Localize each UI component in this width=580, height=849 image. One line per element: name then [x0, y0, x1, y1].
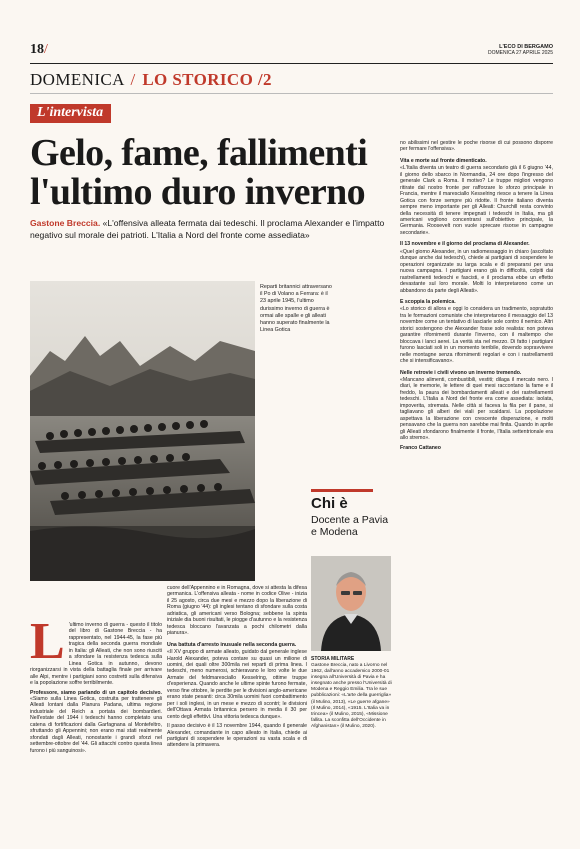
column-3-paragraph-4: «Mancano alimenti, combustibili, vestiti; dilaga il mercato nero. I diari, le memorie, le lettere di quei mesi raccontano la fame e il freddo, la paura dei bombardamenti alleati e dei rastrellamenti tedeschi. L'Italia a Nord del fronte era come assediata: isolata, impoverita, stremata. Nelle città si faceva la fila per il pane, si tagliavano gli alberi dei viali per scaldarsi. La popolazione aspettava la liberazione con crescente disperazione, e molti pensavano che la guerra non sarebbe mai finita. Quando in aprile gli Alleati sfondarono finalmente il fronte, l'Italia settentrionale era allo stremo».	[400, 376, 553, 442]
soldiers-crossing-river-photo	[30, 281, 255, 581]
kicker-label: L'intervista	[30, 104, 111, 123]
column-3-paragraph-0: no abilissimi nel gestire le poche risorse di cui possono disporre per fermare l'offensiva».	[400, 140, 553, 153]
headline-line-1: Gelo, fame, fallimenti	[30, 132, 368, 174]
headline	[30, 134, 390, 212]
bio-text: Gastone Breccia, nato a Livorno nel 1962, dall'anno accademico 2000-01 insegna all'Università di Pavia e ha insegnato anche presso l'Università di Modena e Reggio Emilia. Tra le sue pubblicazioni: «L'arte della guerriglia» (il Mulino, 2013), «Le guerre afgane» (Il Mulino, 2014), «1915. L'Italia va in trincea» (il Mulino, 2015), «Missione fallita. La sconfitta dell'Occidente in Afghanistan» (il Mulino, 2020).	[311, 663, 392, 729]
profile-description: Docente a Pavia e Modena	[311, 514, 389, 538]
question-paragraph: Professore, siamo parlando di un capitolo decisivo. «Siamo sulla Linea Gotica, costruita per trattenere gli Alleati lontani dalla Pianura Padana, ultima regione industriale del Reich a portata dei bombardieri. Nell'estate del 1944 i tedeschi hanno completato una catena di fortificazioni dalla Garfagnana al Montefeltro, sfruttando gli Appennini; non erano mai stati realmente sfondati dagli Alleati, nonostante i grandi sforzi nel settembre-ottobre del '44. Gli attacchi contro questa linea furono i più sanguinosi».	[30, 689, 162, 754]
bio-heading: STORIA MILITARE	[311, 656, 355, 662]
profile-box	[311, 489, 391, 538]
column-3-paragraph-3: «Lo storico di allora e oggi lo considera un tradimento, sopratutto tra le formazioni comuniste che interpretarono il messaggio del 13 novembre come un tentativo di lasciarle sole contro il nemico. Altri storici sostengono che Alexander fosse solo realista: non poteva garantire rifornimenti durante l'inverno, con il maltempo che bloccava i lanci aerei. La verità sta nel mezzo. Di fatto i partigiani furono lasciati soli in un momento terribile, dovendo sopravvivere nelle montagne senza rifornimenti regolari e con i rastrellamenti che si intensificavano».	[400, 306, 553, 365]
column-3-subhead-3: E scoppia la polemica.	[400, 298, 456, 305]
page-header	[30, 44, 553, 58]
man-portrait-photo	[311, 556, 391, 651]
main-photo	[30, 281, 255, 581]
header-rule	[30, 63, 553, 64]
deck	[30, 217, 385, 241]
intro-paragraph: L 'ultimo inverno di guerra - questo il titolo del libro di Gastone Breccia - ha rappresentato, nel 1944-45, la fase più tragica della seconda guerra mondiale in Italia: gli Alleati, che non sono riusciti a sfondare la resistenza tedesca sulla Linea Gotica in autunno, devono riorganizzarsi in vista della battaglia finale per arrivare alle Alpi, mentre i partigiani sono costretti sulla difensiva e la popolazione soffre terribilmente.	[30, 613, 162, 687]
column-2-subhead: Una battuta d'arresto inusuale nella seconda guerra.	[167, 641, 297, 648]
headline-line-2: l'ultimo duro inverno	[30, 171, 366, 213]
section-separator: /	[130, 70, 136, 89]
newspaper-name: L'ECO DI BERGAMO	[499, 44, 553, 50]
column-2-paragraph-3: Il passo decisivo è il 13 novembre 1944, quando il generale Alexander, comandante in capo alleato in Italia, chiede ai partigiani di sospendere le operazioni su vasta scala e di attendere la primavera.	[167, 723, 307, 749]
section-main: DOMENICA	[30, 70, 124, 89]
section-sub: LO STORICO /2	[142, 70, 272, 89]
section-rule	[30, 93, 553, 94]
column-3-subhead-4: Nelle retrovie i civili vivono un inverno tremendo.	[400, 369, 522, 376]
photo-caption: Reparti britannici attraversano il Po di Volano a Ferrara: è il 23 aprile 1945, l'ultimo durissimo inverno di guerra è ormai alle spalle e gli alleati hanno superato finalmente la Linea Gotica	[260, 284, 332, 334]
drop-cap: L	[30, 613, 65, 670]
portrait-photo	[311, 556, 391, 651]
column-3-subhead-2: Il 13 novembre e il giorno del proclama di Alexander.	[400, 241, 530, 248]
column-3-subhead-1: Vita e morte sul fronte dimenticato.	[400, 157, 487, 164]
deck-text: «L'offensiva alleata fermata dai tedeschi. Il proclama Alexander e l'impatto negativo sul morale dei patrioti. L'Italia a Nord del fronte come assediata»	[30, 218, 385, 240]
column-2-paragraph-1: cuore dell'Appennino e in Romagna, dove si attesta la difesa germanica. L'offensiva alleata - nome in codice Olive - inizia il 25 agosto, circa due mesi e mezzo dopo la liberazione di Roma (giugno '44): gli inglesi tentano di sfondare sulla costa adriatica, gli americani verso Bologna; sebbene la spinta iniziale dia buoni risultati, le piogge d'autunno e la resistenza tedesca bloccano l'avanzata a pochi chilometri dalla pianura».	[167, 585, 307, 637]
section-label	[30, 70, 272, 90]
question-lead: Professore, siamo parlando di un capitolo decisivo.	[30, 689, 162, 696]
column-2-paragraph-2: «Il XV gruppo di armate alleato, guidato dal generale inglese Harold Alexander, poteva contare su quasi un milione di uomini, dei quali oltre 300mila nei reparti di prima linea. I tedeschi, meno numerosi, schieravano le loro volte le due Armate del feldmaresciallo Kesselring, ottime truppe d'esperienza. Quando anche le ultime spinte furono fermate, verso fine ottobre, le perdite per le divisioni anglo-americane erano state pesanti: circa 30mila uomini fuori combattimento per i soli inglesi, in un mese e mezzo di scontri; le divisioni dell'Ottava Armata britannica persero in media il 30 per cento degli effettivi. Una vittoria tedesca dunque».	[167, 649, 307, 720]
publication-date: DOMENICA 27 APRILE 2025	[487, 50, 553, 56]
column-3-paragraph-1: «L'Italia diventa un teatro di guerra secondario già il 6 giugno '44, il giorno dello sbarco in Normandia, 24 ore dopo l'ingresso del generale Clark a Roma. Il motivo? Le truppe migliori vengono ritirate dal nostro fronte per rafforzare lo sforzo principale in Francia, mentre il maresciallo Kesselring riesce a tenere la Linea Gotica con forze sempre più ridotte. Il fronte italiano diventa sempre meno importante per gli Alleati: Churchill resta convinto della necessità di tenere impegnati i tedeschi in Italia, ma gli americani vogliono concentrarsi sull'obiettivo principale, la Germania. Roosevelt non vuole sprecare risorse in campagne secondarie».	[400, 165, 553, 236]
article-column-2	[167, 585, 307, 752]
column-3-paragraph-2: «Quel giorno Alexander, in un radiomessaggio in chiaro (ascoltato dunque anche dai tedeschi), chiede ai partigiani di sospendere le operazioni organizzate su larga scala e di prepararsi per una nuova campagna. I partigiani erano già in difficoltà, colpiti dai rastrellamenti tedeschi e fascisti, e il proclama ebbe un effetto devastante sul loro morale. Molti lo interpretarono come un abbandono da parte degli Alleati».	[400, 248, 553, 294]
author-signature: Franco Cattaneo	[400, 445, 441, 452]
newspaper-info	[488, 44, 553, 56]
deck-interviewee: Gastone Breccia.	[30, 218, 101, 228]
article-column-3	[400, 140, 553, 452]
profile-title: Chi è	[311, 495, 348, 512]
article-column-1	[30, 613, 162, 757]
page-number: 18/	[30, 42, 48, 57]
profile-accent-bar	[311, 489, 373, 492]
